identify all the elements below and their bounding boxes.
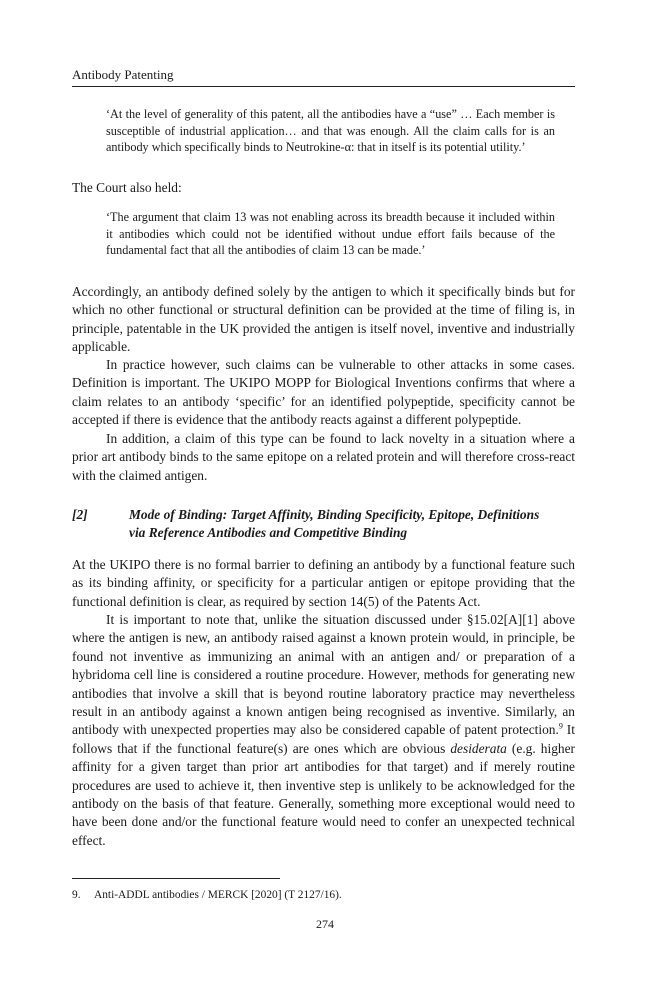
paragraph-important-part1: It is important to note that, unlike the situation discussed under §15.02[A][1] above where the antigen is new, an antibody raised against a known protein would, in principle, be found not inventive as immunizing an animal with an antigen and/ or preparation of a hybridoma cell line is considered a routine procedure. However, methods for generating new antibodies that involve a skill that is beyond routine laboratory practice may nevertheless result in an antibody against a known antigen being recognised as inventive. Similarly, an antibody with unexpected properties may also be considered capable of patent protection.: [72, 612, 575, 738]
block-quote-2: ‘The argument that claim 13 was not enabling across its breadth because it included within it antibodies which could not be identified without undue effort fails because of the fundamental fact that all the antibodies of claim 13 can be made.’: [106, 210, 555, 258]
section-number: [2]: [72, 507, 88, 522]
paragraph-important-part2: It follows that if the functional feature(s) are ones which are obvious: [72, 722, 575, 756]
section-title: Mode of Binding: Target Affinity, Binding Specificity, Epitope, Definitions via Reference Antibodies and Competitive Binding: [129, 507, 540, 541]
paragraph-in-addition: In addition, a claim of this type can be found to lack novelty in a situation where a prior art antibody binds to the same epitope on a related protein and will therefore cross-react with the claimed antigen.: [72, 431, 575, 483]
block-quote-1: ‘At the level of generality of this patent, all the antibodies have a “use” … Each member is susceptible of industrial application… and that was enough. All the claim calls for is an antibody which specifically binds to Neutrokine-α: that in itself is its potential utility.’: [106, 107, 555, 155]
paragraph-in-practice: In practice however, such claims can be vulnerable to other attacks in some cases. Definition is important. The UKIPO MOPP for Biological Inventions confirms that where a claim relates to an antibody ‘specific’ for an identified polypeptide, specificity cannot be accepted if there is evidence that the antibody reacts against a different polypeptide.: [72, 357, 575, 428]
court-also-held: The Court also held:: [72, 180, 182, 195]
page-number: 274: [316, 917, 334, 931]
paragraph-important-part3: (e.g. higher affinity for a given target than prior art antibodies for that target) and if merely routine procedures are used to achieve it, then inventive step is unlikely to be acknowledged for the antibody on the basis of that feature. Generally, something more exceptional would need to have been done and/or the functional feature would need to confer an unexpected technical effect.: [72, 740, 575, 848]
footnote-divider: [72, 878, 280, 879]
footnote-reference: 9: [558, 721, 563, 731]
desiderata-italic: desiderata: [450, 740, 507, 756]
footnote-number: 9.: [72, 889, 81, 901]
running-head: Antibody Patenting: [72, 66, 575, 87]
footnote: [72, 887, 342, 903]
paragraph-important: [72, 611, 575, 850]
footnote-text: Anti-ADDL antibodies / MERCK [2020] (T 2127/16).: [94, 889, 342, 901]
paragraph-ukipo: At the UKIPO there is no formal barrier to defining an antibody by a functional feature such as its binding affinity, or specificity for a particular antigen or epitope providing that the functional definition is clear, as required by section 14(5) of the Patents Act.: [72, 557, 575, 609]
paragraph-accordingly: Accordingly, an antibody defined solely by the antigen to which it specifically binds but for which no other functional or structural definition can be provided at the time of filing is, in principle, patentable in the UK provided the antigen is itself novel, inventive and industrially applicable.: [72, 284, 575, 355]
